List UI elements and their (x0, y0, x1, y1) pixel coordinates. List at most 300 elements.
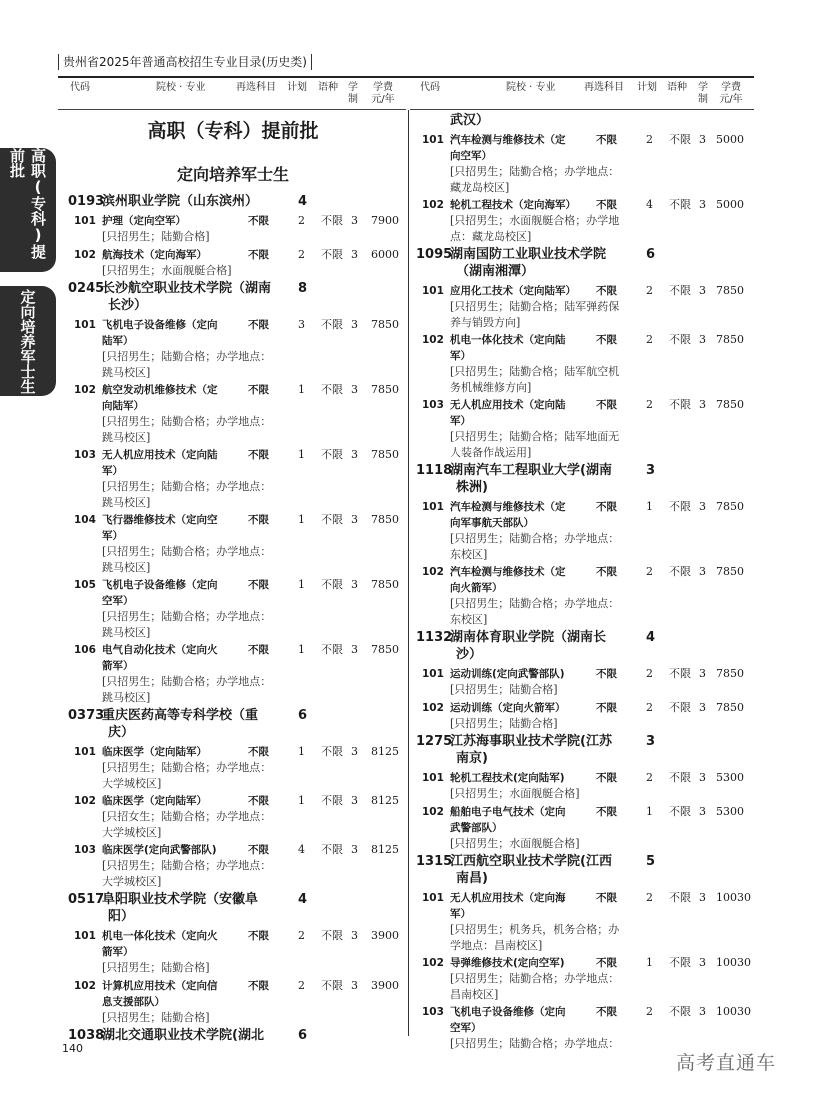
program-years: 3 (699, 804, 706, 818)
program-name: 武警部队） (450, 821, 503, 834)
program-subject: 不限 (596, 399, 617, 411)
program-code: 103 (74, 844, 96, 856)
program-code: 101 (422, 668, 444, 680)
program-language: 不限 (669, 700, 691, 714)
program-code: 102 (422, 957, 444, 969)
program-plan: 4 (298, 843, 305, 856)
program-entry (68, 512, 404, 575)
program-code: 102 (74, 384, 96, 396)
program-note: [只招男生；水面舰艇合格] (450, 836, 580, 850)
program-subject: 不限 (248, 795, 269, 807)
program-note: [只招男生；陆勤合格] (102, 961, 210, 974)
program-note: 跳马校区] (102, 690, 151, 704)
program-fee: 10030 (716, 1005, 751, 1018)
school-plan: 5 (646, 854, 656, 869)
program-note: 藏龙岛校区] (450, 180, 510, 194)
program-entry (416, 700, 752, 732)
program-plan: 1 (298, 513, 305, 526)
program-code: 101 (74, 215, 96, 227)
program-subject: 不限 (596, 199, 617, 211)
program-language: 不限 (321, 929, 343, 942)
program-years: 3 (351, 448, 358, 461)
program-name: 无人机应用技术（定向陆 (102, 449, 218, 461)
colhead-plan-right: 计划 (637, 82, 657, 93)
school-code: 1038 (68, 1028, 105, 1043)
colhead-school-right: 院校 · 专业 (506, 82, 556, 93)
program-years: 3 (351, 578, 358, 591)
program-language: 不限 (669, 198, 691, 211)
program-years: 3 (699, 333, 706, 346)
program-years: 3 (699, 771, 706, 784)
program-note: [只招男生；陆勤合格；办学地点： (450, 165, 620, 178)
program-subject: 不限 (248, 319, 269, 331)
program-name: 临床医学（定向陆军） (102, 746, 207, 758)
program-fee: 10030 (716, 891, 751, 904)
program-entry (68, 317, 404, 380)
program-years: 3 (351, 843, 358, 856)
program-note: [只招男生；陆勤合格] (450, 683, 558, 696)
program-entry (416, 397, 752, 460)
program-note: [只招男生；陆勤合格；办学地点： (450, 597, 620, 610)
program-language: 不限 (321, 383, 343, 396)
school-name: 武汉） (450, 113, 490, 128)
program-note: [只招男生；陆勤合格；办学地点： (102, 480, 272, 493)
program-name: 飞行器维修技术（定向空 (102, 514, 218, 526)
program-fee: 6000 (371, 247, 399, 261)
program-fee: 3900 (371, 978, 399, 992)
program-years: 3 (699, 700, 706, 714)
program-name: 军） (450, 415, 471, 427)
program-fee: 5300 (716, 804, 744, 818)
program-subject: 不限 (248, 514, 269, 526)
program-note: [只招男生；陆勤合格；办学地点： (102, 545, 272, 558)
program-name: 陆军） (102, 335, 134, 347)
colhead-fee-right: 学费元/年 (719, 82, 743, 105)
program-plan: 1 (298, 578, 305, 591)
program-name: 息支援部队） (102, 995, 165, 1008)
program-name: 临床医学（定向陆军） (102, 795, 207, 807)
school-plan: 8 (298, 281, 308, 296)
program-code: 106 (74, 644, 96, 656)
program-language: 不限 (321, 318, 343, 331)
program-note: 跳马校区] (102, 430, 151, 444)
program-name: 航海技术（定向海军） (102, 248, 207, 261)
school-code: 1095 (416, 247, 453, 262)
program-name: 箭军） (102, 946, 134, 958)
program-fee: 7850 (371, 578, 399, 591)
program-note: [只招男生；陆勤合格] (102, 1010, 210, 1024)
program-subject: 不限 (248, 215, 269, 227)
school-name: 湖南国防工业职业技术学院 (450, 247, 607, 262)
program-plan: 2 (646, 667, 653, 680)
colhead-school-left: 院校 · 专业 (156, 82, 206, 93)
school-plan: 3 (646, 734, 656, 749)
program-entry (68, 928, 404, 976)
program-note: [只招男生；陆勤合格；办学地点： (102, 350, 272, 363)
program-code: 101 (422, 772, 444, 784)
school-entry (416, 853, 752, 887)
program-code: 102 (422, 805, 444, 818)
program-note: [只招男生；陆勤合格；办学地点： (102, 610, 272, 623)
program-note: [只招男生；陆勤合格] (102, 230, 210, 243)
program-years: 3 (699, 667, 706, 680)
program-plan: 2 (298, 929, 305, 942)
colhead-subject-left: 再选科目 (236, 82, 276, 93)
colhead-plan-left: 计划 (287, 82, 307, 93)
program-name: 军） (102, 465, 123, 477)
program-plan: 3 (298, 318, 305, 331)
program-entry (416, 770, 752, 802)
colhead-subject-right: 再选科目 (584, 82, 624, 93)
program-language: 不限 (669, 667, 691, 680)
program-years: 3 (351, 978, 358, 992)
program-code: 101 (74, 930, 96, 942)
program-fee: 5000 (716, 133, 744, 146)
program-entry (416, 332, 752, 395)
school-plan: 4 (298, 194, 308, 209)
program-plan: 1 (298, 745, 305, 758)
program-language: 不限 (321, 513, 343, 526)
program-fee: 7850 (716, 565, 744, 578)
school-name: 江西航空职业技术学院(江西 (450, 854, 612, 869)
program-note: [只招男生；水面舰艇合格] (102, 263, 232, 277)
program-years: 3 (351, 318, 358, 331)
program-note: [只招男生；陆勤合格；陆军弹药保 (450, 300, 620, 313)
program-language: 不限 (669, 1005, 691, 1018)
section-title: 高职（专科）提前批 (147, 120, 319, 142)
program-name: 向陆军） (102, 400, 144, 412)
program-language: 不限 (669, 284, 691, 297)
program-language: 不限 (321, 745, 343, 758)
program-subject: 不限 (596, 334, 617, 346)
program-note: [只招男生；陆勤合格；办学地点： (450, 1037, 620, 1050)
program-subject: 不限 (596, 701, 617, 714)
program-code: 101 (422, 134, 444, 146)
colhead-code-left: 代码 (70, 82, 90, 93)
program-language: 不限 (669, 891, 691, 904)
colhead-lang-left: 语种 (318, 82, 338, 93)
colhead-years-right: 学制 (698, 82, 708, 105)
program-years: 3 (351, 247, 358, 261)
program-note: [只招男生；陆勤合格；陆军航空机 (450, 365, 620, 378)
school-name: 沙） (456, 647, 483, 662)
school-name: 株洲) (456, 480, 488, 495)
program-fee: 7900 (371, 214, 399, 227)
program-fee: 8125 (371, 794, 399, 807)
program-subject: 不限 (248, 844, 269, 856)
program-entry (416, 666, 752, 698)
program-fee: 5000 (716, 198, 744, 211)
program-subject: 不限 (248, 449, 269, 461)
program-code: 101 (422, 285, 444, 297)
program-subject: 不限 (596, 957, 617, 969)
program-entry (68, 247, 404, 279)
program-subject: 不限 (248, 930, 269, 942)
program-language: 不限 (321, 843, 343, 856)
program-plan: 2 (646, 771, 653, 784)
school-plan: 4 (298, 892, 308, 907)
program-fee: 3900 (371, 929, 399, 942)
program-language: 不限 (669, 398, 691, 411)
colhead-code-right: 代码 (420, 82, 440, 93)
school-entry (68, 1027, 404, 1044)
program-note: [只招男生；陆勤合格；办学地点： (102, 415, 272, 428)
program-note: 学地点：昌南校区] (450, 938, 543, 952)
page-header (58, 52, 312, 72)
program-code: 101 (422, 501, 444, 513)
program-entry (68, 793, 404, 840)
program-code: 103 (422, 399, 444, 411)
program-code: 104 (74, 514, 96, 526)
program-code: 105 (74, 579, 96, 591)
program-code: 102 (74, 979, 96, 992)
program-fee: 8125 (371, 745, 399, 758)
program-code: 102 (74, 248, 96, 261)
program-name: 汽车检测与维修技术（定 (450, 134, 566, 146)
school-name: 长沙） (108, 298, 148, 313)
program-language: 不限 (321, 214, 343, 227)
program-plan: 2 (646, 284, 653, 297)
program-note: 点：藏龙岛校区] (450, 229, 532, 243)
program-plan: 2 (646, 1005, 653, 1018)
school-name: 江苏海事职业技术学院(江苏 (450, 734, 612, 749)
program-name: 汽车检测与维修技术（定 (450, 566, 566, 578)
program-code: 103 (422, 1006, 444, 1018)
school-code: 0517 (68, 892, 105, 907)
program-entry (68, 842, 404, 889)
page-header-title: 贵州省2025年普通高校招生专业目录(历史类) (58, 54, 312, 70)
program-fee: 7850 (716, 500, 744, 513)
program-name: 空军） (102, 595, 134, 607)
program-subject: 不限 (248, 579, 269, 591)
program-note: 大学城校区] (102, 776, 162, 790)
program-subject: 不限 (596, 892, 617, 904)
program-entry (68, 447, 404, 510)
program-years: 3 (351, 794, 358, 807)
program-plan: 1 (298, 448, 305, 461)
header-rule (58, 76, 754, 78)
school-name: 湖南体育职业学院（湖南长 (450, 630, 607, 645)
program-name: 无人机应用技术（定向陆 (450, 399, 566, 411)
program-subject: 不限 (596, 668, 617, 680)
program-code: 101 (422, 892, 444, 904)
program-entry (416, 283, 752, 330)
program-subject: 不限 (248, 248, 269, 261)
program-language: 不限 (321, 794, 343, 807)
program-note: 跳马校区] (102, 560, 151, 574)
program-language: 不限 (321, 643, 343, 656)
program-note: 务机械维修方向] (450, 380, 532, 394)
program-name: 无人机应用技术（定向海 (450, 892, 566, 904)
school-name: 南昌) (456, 871, 488, 886)
school-name: 庆） (108, 725, 135, 740)
program-entry (68, 382, 404, 445)
program-name: 向火箭军） (450, 582, 503, 594)
program-subject: 不限 (596, 285, 617, 297)
program-plan: 2 (646, 133, 653, 146)
program-years: 3 (699, 198, 706, 211)
program-fee: 7850 (371, 383, 399, 396)
program-subject: 不限 (248, 746, 269, 758)
program-fee: 7850 (716, 333, 744, 346)
program-name: 机电一体化技术（定向陆 (450, 334, 566, 346)
school-name: 重庆医药高等专科学校（重 (102, 708, 259, 723)
program-plan: 2 (298, 247, 305, 261)
program-years: 3 (699, 891, 706, 904)
program-language: 不限 (669, 500, 691, 513)
program-note: [只招男生；陆勤合格；办学地点： (450, 972, 620, 985)
program-entry (416, 499, 752, 562)
program-subject: 不限 (596, 134, 617, 146)
program-name: 导弹维修技术(定向空军) (450, 957, 565, 969)
program-language: 不限 (321, 578, 343, 591)
school-code: 1132 (416, 630, 453, 645)
program-note: 东校区] (450, 547, 488, 561)
program-name: 飞机电子设备维修（定向 (450, 1006, 566, 1018)
school-code: 1275 (416, 734, 453, 749)
program-language: 不限 (669, 333, 691, 346)
program-entry (68, 642, 404, 705)
program-plan: 2 (646, 398, 653, 411)
school-plan: 6 (298, 708, 308, 723)
program-name: 应用化工技术（定向陆军） (450, 285, 576, 297)
program-language: 不限 (669, 565, 691, 578)
side-tab-batch: 高职(专科)提前批 (0, 148, 56, 272)
program-name: 向空军） (450, 150, 492, 162)
program-years: 3 (699, 1005, 706, 1018)
program-name: 军） (450, 908, 471, 920)
program-note: 大学城校区] (102, 874, 162, 888)
program-language: 不限 (669, 804, 691, 818)
school-name: 湖南汽车工程职业大学(湖南 (450, 463, 612, 478)
program-subject: 不限 (596, 566, 617, 578)
program-code: 102 (422, 566, 444, 578)
program-subject: 不限 (248, 979, 269, 992)
school-code: 0245 (68, 281, 105, 296)
school-entry (68, 707, 404, 741)
program-plan: 2 (298, 978, 305, 992)
program-fee: 7850 (716, 398, 744, 411)
school-entry (68, 193, 404, 210)
program-entry (68, 978, 404, 1026)
school-plan: 4 (646, 630, 656, 645)
program-name: 运动训练(定向武警部队) (450, 668, 565, 680)
school-plan: 3 (646, 463, 656, 478)
program-entry (416, 890, 752, 953)
school-name: 长沙航空职业技术学院（湖南 (102, 281, 272, 296)
colhead-rule-left (58, 109, 406, 110)
program-fee: 7850 (716, 284, 744, 297)
program-fee: 7850 (371, 513, 399, 526)
school-entry (416, 462, 752, 496)
program-entry (416, 804, 752, 852)
program-fee: 7850 (716, 700, 744, 714)
program-note: [只招男生；陆勤合格；办学地点： (102, 761, 272, 774)
program-fee: 5300 (716, 771, 744, 784)
watermark: 高考直通车 (676, 1052, 777, 1074)
program-subject: 不限 (596, 772, 617, 784)
program-name: 军） (102, 530, 123, 542)
program-note: 大学城校区] (102, 825, 162, 839)
program-fee: 7850 (716, 667, 744, 680)
program-name: 机电一体化技术（定向火 (102, 930, 218, 942)
program-name: 航空发动机维修技术（定 (102, 384, 218, 396)
program-fee: 8125 (371, 843, 399, 856)
program-name: 空军） (450, 1022, 482, 1034)
program-note: 人装备作战运用] (450, 445, 532, 459)
program-plan: 2 (298, 214, 305, 227)
program-note: [只招男生；陆勤合格；陆军地面无 (450, 430, 620, 443)
colhead-years-left: 学制 (348, 82, 358, 105)
program-language: 不限 (321, 978, 343, 992)
program-entry (416, 132, 752, 195)
program-years: 3 (699, 284, 706, 297)
page-number: 140 (62, 1042, 83, 1055)
program-note: 跳马校区] (102, 495, 151, 509)
program-name: 飞机电子设备维修（定向 (102, 579, 218, 591)
program-plan: 2 (646, 565, 653, 578)
program-years: 3 (699, 398, 706, 411)
program-code: 102 (74, 795, 96, 807)
program-name: 轮机工程技术(定向陆军) (450, 772, 565, 784)
program-years: 3 (351, 214, 358, 227)
program-years: 3 (351, 929, 358, 942)
program-years: 3 (699, 500, 706, 513)
program-fee: 7850 (371, 448, 399, 461)
program-note: [只招男生；水面舰艇合格；办学地 (450, 214, 620, 227)
program-plan: 2 (646, 333, 653, 346)
school-name: 南京) (456, 751, 488, 766)
program-language: 不限 (321, 247, 343, 261)
program-name: 护理（定向空军） (102, 215, 186, 227)
school-name: 滨州职业学院（山东滨州） (102, 194, 259, 209)
program-note: 东校区] (450, 612, 488, 626)
program-name: 运动训练（定向火箭军） (450, 701, 566, 714)
program-note: 跳马校区] (102, 365, 151, 379)
program-entry (416, 1004, 752, 1052)
program-note: 昌南校区] (450, 987, 499, 1001)
program-code: 102 (422, 334, 444, 346)
program-code: 103 (74, 449, 96, 461)
program-fee: 7850 (371, 318, 399, 331)
program-note: [只招男生；陆勤合格；办学地点： (450, 532, 620, 545)
program-code: 102 (422, 701, 444, 714)
program-entry (416, 564, 752, 627)
program-years: 3 (351, 643, 358, 656)
program-plan: 4 (646, 198, 653, 211)
program-entry (68, 744, 404, 791)
side-tab-military: 定向培养军士生 (0, 286, 56, 396)
program-note: [只招男生；陆勤合格] (450, 716, 558, 730)
program-code: 101 (74, 746, 96, 758)
program-subject: 不限 (596, 501, 617, 513)
school-plan: 6 (646, 247, 656, 262)
school-code: 0373 (68, 708, 105, 723)
program-language: 不限 (669, 133, 691, 146)
program-name: 临床医学(定向武警部队) (102, 844, 217, 856)
school-name: 阳） (108, 909, 135, 924)
school-name: （湖南湘潭） (456, 264, 535, 279)
program-language: 不限 (669, 956, 691, 969)
school-entry (416, 733, 752, 767)
program-entry (68, 213, 404, 245)
program-plan: 1 (646, 500, 653, 513)
program-fee: 10030 (716, 956, 751, 969)
school-entry (416, 246, 752, 280)
program-name: 箭军） (102, 660, 134, 672)
program-plan: 1 (646, 804, 653, 818)
sub-title: 定向培养军士生 (176, 165, 289, 184)
